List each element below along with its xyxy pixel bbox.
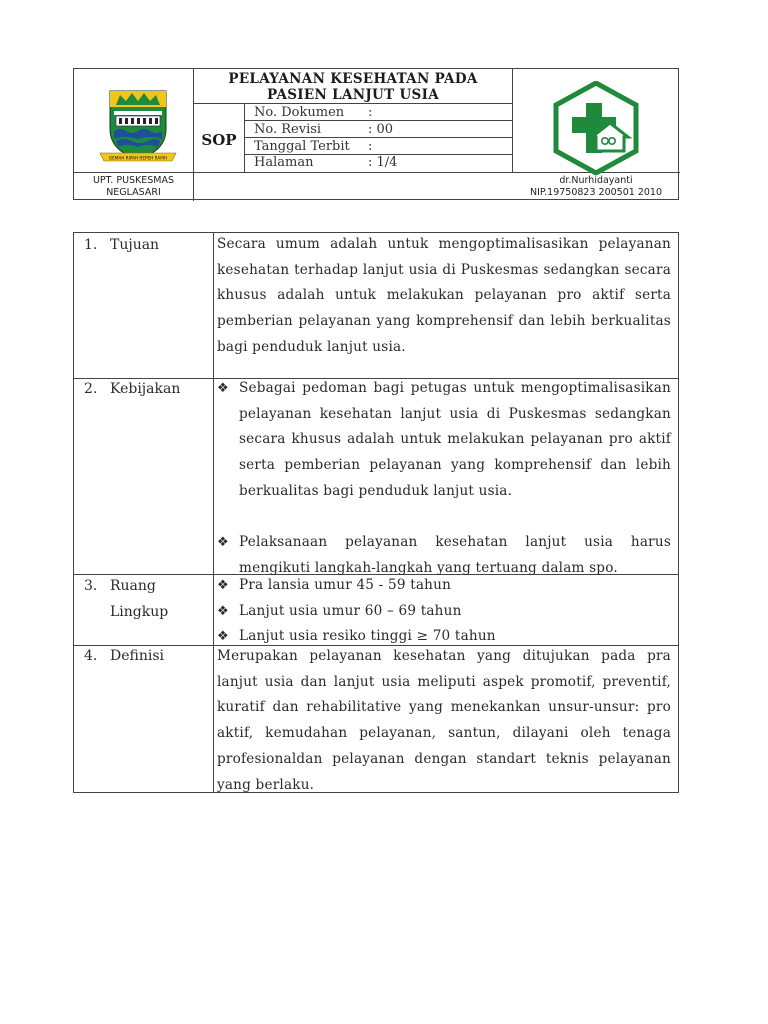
meta-label-tanggal-terbit: Tanggal Terbit [254,139,350,154]
section-text-definisi: Merupakan pelayanan kesehatan yang ditujukan pada pra lanjut usia dan lanjut usia meliputi aspek promotif, preventif, kuratif dan rehabilitative yang menekankan unsur-unsur: pro aktif, kemudahan pelayanan, santun, dilayani oleh tenaga profesionaldan pelayanan dengan standart teknis pelayanan yang berlaku. [217,648,671,793]
org-name-line1: UPT. PUSKESMAS [92,175,175,186]
header-divider [244,120,512,121]
signer-name: dr.Nurhidayanti [559,175,633,186]
bullet-text: Pelaksanaan pelayanan kesehatan lanjut usia harus mengikuti langkah-langkah yang tertuang dalam spo. [239,534,671,576]
city-emblem-icon [96,85,180,167]
org-name-line2: NEGLASARI [106,187,161,198]
table-divider [213,233,214,792]
diamond-bullet-icon: ❖ [217,604,229,619]
header-divider [512,69,513,173]
section-number: 1. [84,237,98,253]
section-number: 4. [84,648,98,664]
sop-label: SOP [201,131,237,149]
meta-value-no-dokumen: : [368,105,373,120]
document-title-line1: PELAYANAN KESEHATAN PADA [228,71,478,87]
section-title-cont: Lingkup [110,603,169,620]
header-divider [193,103,512,104]
section-title: Ruang [110,578,156,594]
list-item [217,573,671,599]
section-label-kebijakan [84,377,214,403]
diamond-bullet-icon: ❖ [217,381,229,396]
sop-header [73,68,679,200]
list-item [217,376,671,505]
bullet-text: Sebagai pedoman bagi petugas untuk mengoptimalisasikan pelayanan kesehatan lanjut usia di Puskesmas sedangkan secara khusus adalah untuk melakukan pelayanan pro aktif serta pemberian pelayanan yang komprehensif dan lebih berkualitas bagi penduduk lanjut usia. [239,380,671,499]
puskesmas-logo-icon [552,81,640,175]
meta-label-halaman: Halaman [254,155,314,170]
sop-content-table [73,232,679,793]
section-label-tujuan [84,233,214,259]
section-title: Definisi [110,648,165,664]
diamond-bullet-icon: ❖ [217,578,229,593]
section-label-definisi [84,644,214,670]
header-divider [244,104,245,173]
section-title: Tujuan [110,237,160,253]
meta-label-no-dokumen: No. Dokumen [254,105,345,120]
section-title: Kebijakan [110,381,181,397]
section-label-ruang-lingkup [84,574,214,625]
emblem-motto: GEMAH RIPAH REPEH RAPIH [108,155,168,161]
section-number: 3. [84,578,98,594]
meta-value-no-revisi: : 00 [368,122,394,137]
bullet-text: Lanjut usia resiko tinggi ≥ 70 tahun [239,628,496,644]
meta-label-no-revisi: No. Revisi [254,122,322,137]
bullet-text: Lanjut usia umur 60 – 69 tahun [239,603,462,619]
list-item [217,599,671,625]
bullet-text: Pra lansia umur 45 - 59 tahun [239,577,452,593]
meta-value-halaman: : 1/4 [368,155,398,170]
diamond-bullet-icon: ❖ [217,629,229,644]
document-title-line2: PASIEN LANJUT USIA [267,87,439,103]
diamond-bullet-icon: ❖ [217,535,229,550]
header-divider [244,137,512,138]
signer-nip: NIP.19750823 200501 2010 [529,187,662,198]
section-number: 2. [84,381,98,397]
meta-value-tanggal-terbit: : [368,139,373,154]
section-text-tujuan: Secara umum adalah untuk mengoptimalisasikan pelayanan kesehatan terhadap lanjut usia di Puskesmas sedangkan secara khusus adalah untuk melakukan pelayanan pro aktif serta pemberian pelayanan yang komprehensif dan lebih berkualitas bagi penduduk lanjut usia. [217,236,671,355]
